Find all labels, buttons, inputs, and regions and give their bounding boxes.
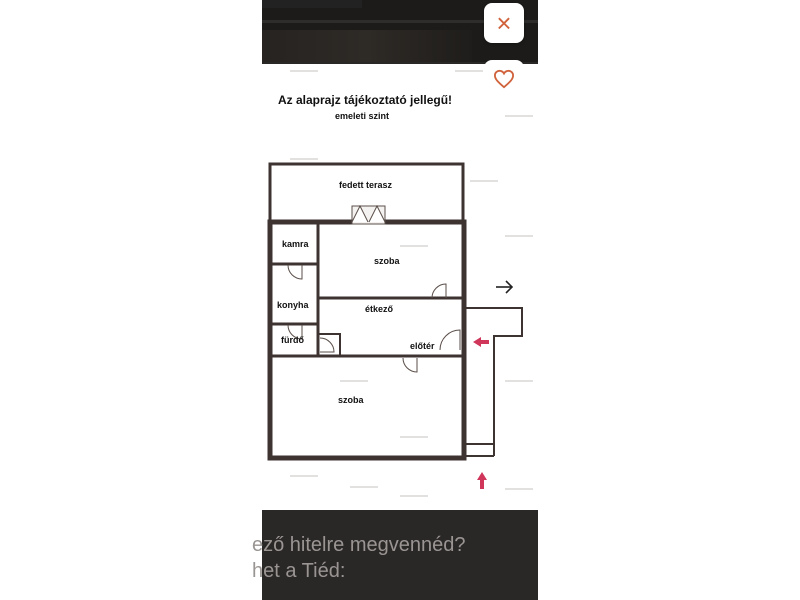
room-label-bathroom: fürdő (281, 335, 304, 345)
room-label-pantry: kamra (282, 239, 309, 249)
entrance-arrow-up-icon (477, 472, 487, 489)
floorplan-drawing (262, 64, 538, 510)
arrow-right-icon[interactable] (496, 281, 512, 293)
room-label-room-top: szoba (374, 256, 400, 266)
entrance-arrow-left-icon (473, 337, 489, 347)
room-label-kitchen: konyha (277, 300, 309, 310)
room-label-hallway: előtér (410, 341, 435, 351)
close-icon: × (496, 8, 512, 38)
question-line-1: ező hitelre megvennéd? (252, 534, 466, 556)
page-question-text (252, 532, 538, 584)
room-label-covered-terrace: fedett terasz (339, 180, 393, 190)
terrace-door (352, 206, 385, 224)
question-line-2: het a Tiéd: (252, 560, 346, 582)
room-label-room-bottom: szoba (338, 395, 364, 405)
favorite-button[interactable] (484, 60, 524, 98)
room-label-dining: étkező (365, 304, 394, 314)
floorplan-title: Az alaprajz tájékoztató jellegű! (278, 93, 453, 107)
close-button[interactable] (484, 3, 524, 43)
heart-outline-icon (493, 69, 515, 89)
floorplan-subtitle: emeleti szint (335, 111, 390, 121)
